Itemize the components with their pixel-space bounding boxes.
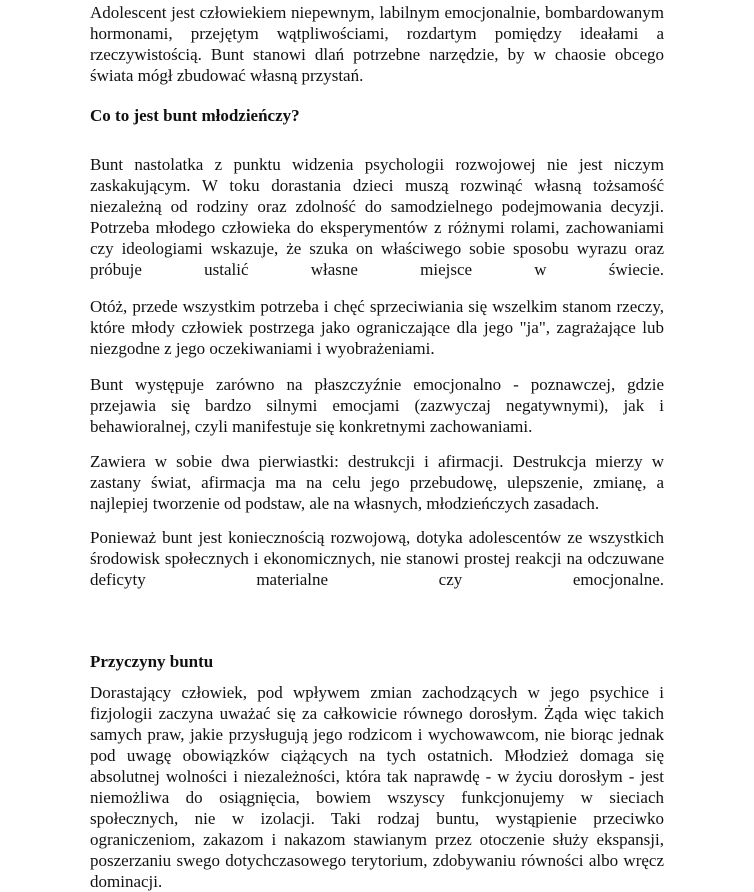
paragraph-intro: Adolescent jest człowiekiem niepewnym, labilnym emocjonalnie, bombardowanym hormonami, przejętym wątpliwościami, rozdartym pomiędzy ideałami a rzeczywistością. Bunt stanowi dlań potrzebne narzędzie, by w chaosie obcego świata mógł zbudować własną przystań.: [90, 3, 664, 85]
heading-what-is-rebellion: Co to jest bunt młodzieńczy?: [90, 106, 300, 125]
paragraph-what-4: Zawiera w sobie dwa pierwiastki: destrukcji i afirmacji. Destrukcja mierzy w zastany świat, afirmacja ma na celu jego przebudowę, ulepszenie, zmianę, a najlepiej tworzenie od podstaw, ale na własnych, młodzieńczych zasadach.: [90, 452, 664, 513]
paragraph-what-5: Ponieważ bunt jest koniecznością rozwojową, dotyka adolescentów ze wszystkich środowisk społecznych i ekonomicznych, nie stanowi prostej reakcji na odczuwane deficyty materialne czy emocjonalne.: [90, 528, 664, 589]
paragraph-what-1: Bunt nastolatka z punktu widzenia psychologii rozwojowej nie jest niczym zaskakującym. W toku dorastania dzieci muszą rozwinąć własną tożsamość niezależną od rodziny oraz zdolność do samodzielnego podejmowania decyzji. Potrzeba młodego człowieka do eksperymentów z różnymi rolami, zachowaniami czy ideologiami wskazuje, że szuka on właściwego sobie sposobu wyrazu oraz próbuje ustalić własne miejsce w świecie.: [90, 155, 664, 279]
paragraph-what-3: Bunt występuje zarówno na płaszczyźnie emocjonalno - poznawczej, gdzie przejawia się bardzo silnymi emocjami (zazwyczaj negatywnymi), jak i behawioralnej, czyli manifestuje się konkretnymi zachowaniami.: [90, 375, 664, 436]
paragraph-causes-1: Dorastający człowiek, pod wpływem zmian zachodzących w jego psychice i fizjologii zaczyna uważać się za całkowicie równego dorosłym. Żąda więc takich samych praw, jakie przysługują jego rodzicom i wychowawcom, nie biorąc jednak pod uwagę obowiązków ciążących na tych ostatnich. Młodzież domaga się absolutnej wolności i niezależności, która tak naprawdę - w życiu dorosłym - jest niemożliwa do osiągnięcia, bowiem wszyscy funkcjonujemy w sieciach społecznych, nie w izolacji. Taki rodzaj buntu, wystąpienie przeciwko ograniczeniom, zakazom i nakazom stawianym przez otoczenie służy ekspansji, poszerzaniu swego dotychczasowego terytorium, zdobywaniu równości albo wręcz dominacji.: [90, 683, 664, 891]
paragraph-what-2: Otóż, przede wszystkim potrzeba i chęć sprzeciwiania się wszelkim stanom rzeczy, które młody człowiek postrzega jako ograniczające dla jego "ja", zagrażające lub niezgodne z jego oczekiwaniami i wyobrażeniami.: [90, 297, 664, 358]
heading-causes: Przyczyny buntu: [90, 652, 214, 671]
